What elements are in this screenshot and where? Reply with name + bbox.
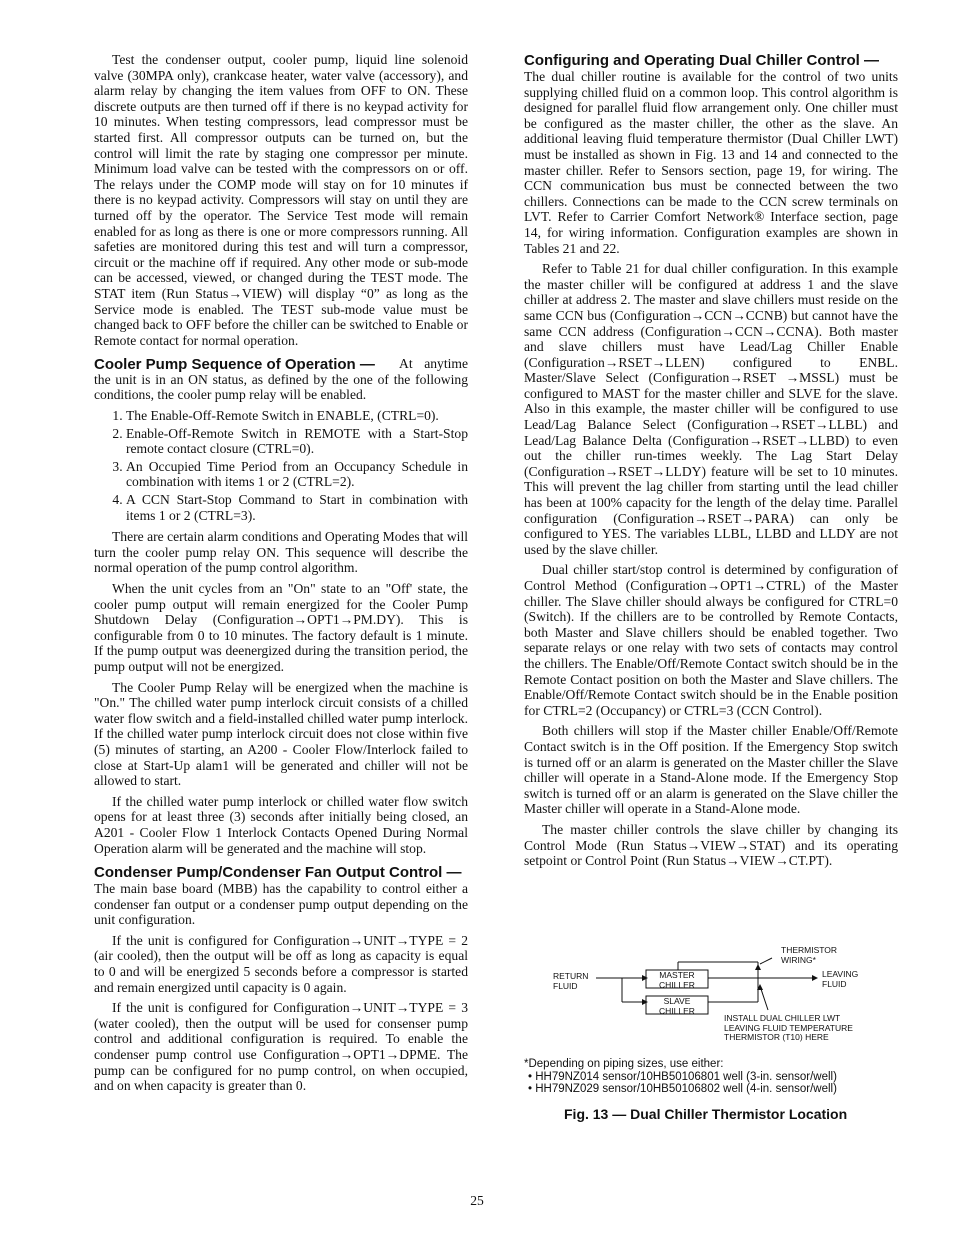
dual-chiller-paragraph-1: Refer to Table 21 for dual chiller configuration. In this example the master chiller will be configured at address 1 and the slave chiller at address 2. The master and slave chillers must reside on the same CCN bus (Configuration→CCN→CCNB) but cannot have the same CCN address (Configuration→CCN→CCNA). Both master and slave chillers must have Lead/Lag Chiller Enable (Configuration→RSET→LLEN) configured to ENBL. Master/Slave Select (Configuration→RSET →MSSL) must be configured to MAST for the master chiller and SLVE for the slave. Also in this example, the master chiller will be configured to use Lead/Lag Balance Select (Configuration→RSET→LLBL) and Lead/Lag Balance Delta (Configuration→RSET→LLBD) to even out the chiller run-times weekly. The Lag Start Delay (Configuration→RSET→LLDY) feature will be set to 10 minutes. This will prevent the lag chiller from starting until the lead chiller has been at 100% capacity for the length of the delay time. Parallel configuration (Configuration→RSET→PARA) can only be configured to YES. The variables LLBL, LLBD and LLDY are not used by the slave chiller. bbox=[524, 261, 898, 557]
leaving-fluid-label: LEAVING FLUID bbox=[822, 969, 859, 989]
list-item: 3. An Occupied Time Period from an Occupancy Schedule in combination with items 1 or 2 (CTRL=2). bbox=[126, 459, 468, 490]
dual-chiller-paragraph-4: The master chiller controls the slave chiller by changing its Control Mode (Run Status→VIEW→STAT) and its operating setpoint or Control Point (Run Status→VIEW→CT.PT). bbox=[524, 821, 898, 869]
intro-paragraph: Test the condenser output, cooler pump, liquid line solenoid valve (30MPA only), crankcase heater, water valve (accessory), and alarm relay by changing the item values from OFF to ON. These discrete outputs are then turned off if there is no keypad activity for 10 minutes. When testing compressors, lead compressor must be started first. All compressor outputs can be turned on, but the control will limit the rate by staging one compressor per minute. Minimum load valve can be tested with the compressors on or off. The relays under the COMP mode will stay on for 10 minutes if there is no keypad activity. Compressors will stay on until they are turned off by the operator. The Service Test mode will remain enabled for as long as there is one or more compressors running. All safeties are monitored during this test and will turn a compressor, circuit or the machine off if required. Any other mode or sub-mode can be accessed, viewed, or changed during the TEST mode. The STAT item (Run Status→VIEW) will display “0” as long as the Service mode is enabled. The TEST sub-mode value must be changed back to OFF before the chiller can be switched to Enable or Remote contact for normal operation. bbox=[94, 52, 468, 348]
left-column bbox=[94, 52, 468, 1099]
arrow-icon bbox=[755, 964, 761, 970]
list-item: 1. The Enable-Off-Remote Switch in ENABLE, (CTRL=0). bbox=[126, 408, 468, 424]
cooler-paragraph-4: If the chilled water pump interlock or chilled water flow switch opens for at least three (3) seconds after initially being closed, an A201 - Cooler Flow 1 Interlock Contacts Opened During Normal Operation alarm will be generated and the machine will stop. bbox=[94, 793, 468, 856]
figure-caption: Fig. 13 — Dual Chiller Thermistor Location bbox=[564, 1106, 848, 1122]
dual-chiller-heading: Configuring and Operating Dual Chiller Control — bbox=[524, 52, 879, 69]
dual-chiller-paragraph-3: Both chillers will stop if the Master chiller Enable/Off/Remote Contact switch is in the Off position. If the Emergency Stop switch is turned off or an alarm is generated on the Master chiller the Slave chiller will operate in a Stand-Alone mode. If the Emergency Stop switch is turned off or an alarm is generated on the Slave chiller the Master chiller will operate in a Stand-Alone mode. bbox=[524, 723, 898, 817]
dual-chiller-lead: The dual chiller routine is available for the control of two units supplying chilled fluid on a common loop. This control algorithm is designed for parallel fluid flow arrangement only. One chiller must be configured as the master chiller, the other as the slave. An additional leaving fluid temperature thermistor (Dual Chiller LWT) must be installed as shown in Fig. 13 and 14 and connected to the master chiller. Refer to Sensors section, page 19, for wiring. The CCN communication bus must be connected between the two chillers. Connections can be made to the CCN screw terminals on LVT. Refer to Carrier Comfort Network® Interface section, page 14, for wiring information. Configuration examples are shown in Tables 21 and 22. bbox=[524, 69, 898, 256]
install-note-label: INSTALL DUAL CHILLER LWT LEAVING FLUID TEMPERATURE THERMISTOR (T10) HERE bbox=[724, 1013, 853, 1042]
cooler-paragraph-1: There are certain alarm conditions and Operating Modes that will turn the cooler pump relay ON. This sequence will describe the normal operation of the pump control algorithm. bbox=[94, 529, 468, 576]
cooler-paragraph-2: When the unit cycles from an "On" state to an "Off' state, the cooler pump output will remain energized for the Cooler Pump Shutdown Delay (Configuration→OPT1→PM.DY). This is configurable from 0 to 10 minutes. The factory default is 1 minute. If the pump output was deenergized during the transition period, the pump output will not be energized. bbox=[94, 581, 468, 674]
return-fluid-label: RETURN FLUID bbox=[553, 971, 589, 991]
dual-chiller-paragraph-2: Dual chiller start/stop control is determined by configuration of Control Method (Configuration→OPT1→CTRL) of the Master chiller. The Slave chiller should always be configured for CTRL=0 (Switch). If the chillers are to be controlled by Remote Contacts, both Master and Slave chillers should be enabled together. Two separate relays or one relay with two sets of contacts may control the chillers. The Enable/Off/Remote Contact switch should be in the Remote Contact position on both the Master and Slave chillers. The Enable/Off/Remote Contact switch should be in the Enable position for CTRL=2 (Occupancy) or CTRL=3 (CCN Control). bbox=[524, 562, 898, 718]
page-number: 25 bbox=[470, 1193, 484, 1208]
cooler-conditions-list bbox=[94, 408, 468, 523]
cooler-lead: At anytime the unit is in an ON status, as defined by the one of the following conditions, the cooler pump relay will be enabled. bbox=[94, 356, 468, 403]
cooler-heading-text: Cooler Pump Sequence of Operation — bbox=[94, 356, 375, 374]
condenser-lead: The main base board (MBB) has the capability to control either a condenser fan output or a condenser pump output depending on the unit configuration. bbox=[94, 881, 468, 928]
arrow-icon bbox=[812, 975, 818, 981]
list-item: 4. A CCN Start-Stop Command to Start in combination with items 1 or 2 (CTRL=3). bbox=[126, 492, 468, 523]
figure-footnotes bbox=[524, 1058, 837, 1096]
list-item: 2. Enable-Off-Remote Switch in REMOTE with a Start-Stop remote contact closure (CTRL=0). bbox=[126, 426, 468, 457]
cooler-paragraph-3: The Cooler Pump Relay will be energized when the machine is "On." The chilled water pump interlock circuit consists of a chilled water flow switch and a field-installed chilled water pump interlock. If the chilled water pump interlock circuit does not close within five (5) minutes of starting, an A200 - Cooler Flow/Interlock failed to close at Start-Up alam1 will be generated and chiller will not be allowed to start. bbox=[94, 679, 468, 789]
condenser-paragraph-1: If the unit is configured for Configuration→UNIT→TYPE = 2 (air cooled), then the output will be off as long as capacity is equal to 0 and will be energized 5 seconds before a compressor is started and remain energized until capacity is 0 again. bbox=[94, 932, 468, 995]
right-column bbox=[524, 52, 898, 874]
figure-13 bbox=[524, 940, 904, 1130]
footnote-head: *Depending on piping sizes, use either: bbox=[524, 1058, 724, 1070]
master-chiller-label: MASTER CHILLER bbox=[659, 970, 695, 990]
thermistor-wiring-label: THERMISTOR WIRING* bbox=[781, 945, 838, 965]
slave-chiller-label: SLAVE CHILLER bbox=[659, 996, 695, 1016]
condenser-heading: Condenser Pump/Condenser Fan Output Control — bbox=[94, 864, 462, 882]
footnote-item: • HH79NZ014 sensor/10HB50106801 well (3-in. sensor/well) bbox=[528, 1070, 837, 1083]
footnote-item: • HH79NZ029 sensor/10HB50106802 well (4-in. sensor/well) bbox=[528, 1083, 837, 1095]
condenser-paragraph-2: If the unit is configured for Configuration→UNIT→TYPE = 3 (water cooled), then the output will be used for consenser pump control and additional configuration is required. To enable the condenser pump control use Configuration→OPT1→DPME. The pump can be configured for no pump control, on when occupied, and on when capacity is greater than 0. bbox=[94, 1000, 468, 1094]
